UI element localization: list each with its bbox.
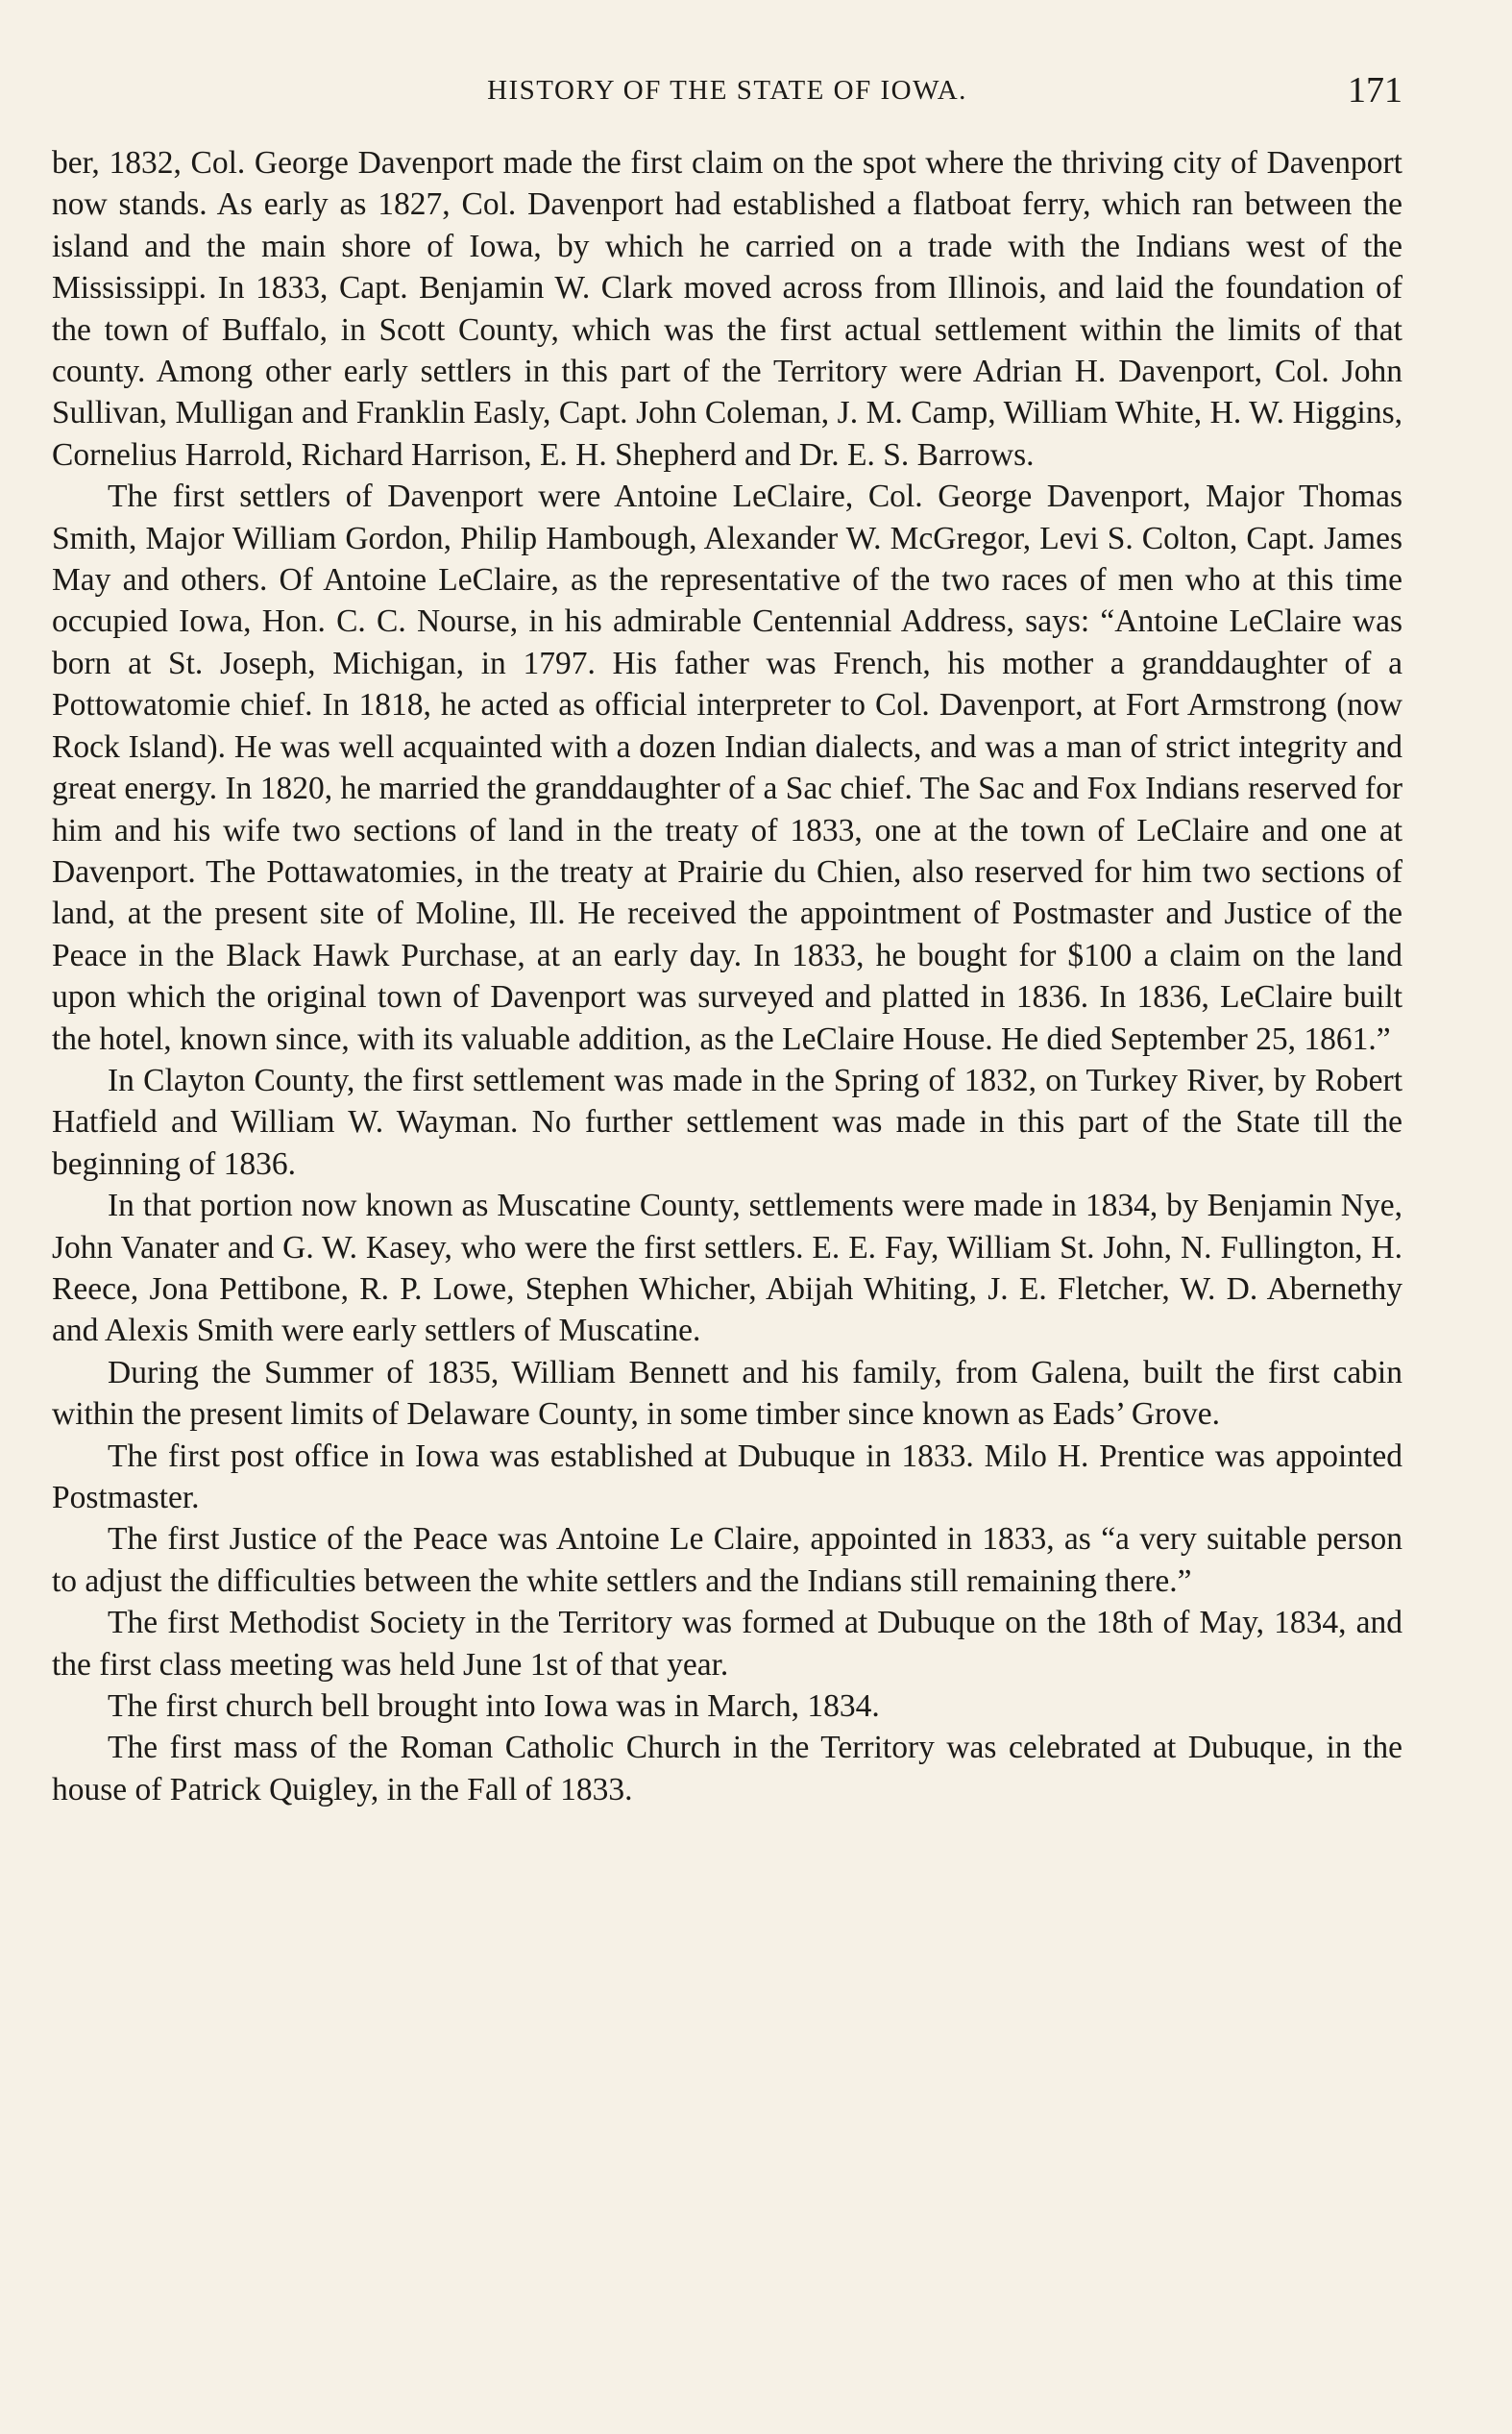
paragraph: The first Methodist Society in the Territory was formed at Dubuque on the 18th of May, 1834, and the first class meeting was held June 1st of that year. xyxy=(52,1605,1402,1683)
paragraph: In Clayton County, the first settlement was made in the Spring of 1832, on Turkey River, by Robert Hatfield and William W. Wayman. No further settlement was made in this part of the State till the beginning of 1836. xyxy=(52,1062,1402,1182)
paragraph: The first church bell brought into Iowa was in March, 1834. xyxy=(108,1688,880,1725)
paragraph: The first Justice of the Peace was Antoine Le Claire, appointed in 1833, as “a very suitable person to adjust the difficulties between the white settlers and the Indians still remaining there.” xyxy=(52,1521,1402,1599)
book-page xyxy=(52,67,1402,1810)
paragraph: The first mass of the Roman Catholic Church in the Territory was celebrated at Dubuque, in the house of Patrick Quigley, in the Fall of 1833. xyxy=(52,1730,1402,1807)
page-number: 171 xyxy=(1348,70,1402,111)
paragraph: The first post office in Iowa was established at Dubuque in 1833. Milo H. Prentice was appointed Postmaster. xyxy=(52,1438,1402,1515)
paragraph: During the Summer of 1835, William Bennett and his family, from Galena, built the first cabin within the present limits of Delaware County, in some timber since known as Eads’ Grove. xyxy=(52,1354,1402,1433)
paragraph: The first settlers of Davenport were Antoine LeClaire, Col. George Davenport, Major Thomas Smith, Major William Gordon, Philip Hambough, Alexander W. McGregor, Levi S. Colton, Capt. James May and others. Of Antoine LeClaire, as the representative of the two races of men who at this time occupied Iowa, Hon. C. C. Nourse, in his admirable Centennial Address, says: “Antoine LeClaire was born at St. Joseph, Michigan, in 1797. His father was French, his mother a granddaughter of a Pottowatomie chief. In 1818, he acted as official interpreter to Col. Davenport, at Fort Armstrong (now Rock Island). He was well acquainted with a dozen Indian dialects, and was a man of strict integrity and great energy. In 1820, he married the granddaughter of a Sac chief. The Sac and Fox Indians reserved for him and his wife two sections of land in the treaty of 1833, one at the town of LeClaire and one at Davenport. The Pottawatomies, in the treaty at Prairie du Chien, also reserved for him two sections of land, at the present site of Moline, Ill. He received the appointment of Postmaster and Justice of the Peace in the Black Hawk Purchase, at an early day. In 1833, he bought for $100 a claim on the land upon which the original town of Davenport was surveyed and platted in 1836. In 1836, LeClaire built the hotel, known since, with its valuable addition, as the LeClaire House. He died September 25, 1861.” xyxy=(52,479,1402,1057)
running-head xyxy=(52,67,1402,129)
body-text xyxy=(52,142,1402,1810)
paragraph: In that portion now known as Muscatine County, settlements were made in 1834, by Benjamin Nye, John Vanater and G. W. Kasey, who were the first settlers. E. E. Fay, William St. John, N. Fullington, H. Reece, Jona Pettibone, R. P. Lowe, Stephen Whicher, Abijah Whiting, J. E. Fletcher, W. D. Abernethy and Alexis Smith were early settlers of Muscatine. xyxy=(52,1188,1402,1349)
running-title: HISTORY OF THE STATE OF IOWA. xyxy=(487,75,967,106)
paragraph-continued: ber, 1832, Col. George Davenport made the first claim on the spot where the thriving city of Davenport now stands. As early as 1827, Col. Davenport had established a flatboat ferry, which ran between the island and the main shore of Iowa, by which he carried on a trade with the Indians west of the Mississippi. In 1833, Capt. Benjamin W. Clark moved across from Illinois, and laid the foundation of the town of Buffalo, in Scott County, which was the first actual settlement within the limits of that county. Among other early settlers in this part of the Territory were Adrian H. Davenport, Col. John Sullivan, Mulligan and Franklin Easly, Capt. John Coleman, J. M. Camp, William White, H. W. Higgins, Cornelius Harrold, Richard Harrison, E. H. Shepherd and Dr. E. S. Barrows. xyxy=(52,145,1402,473)
